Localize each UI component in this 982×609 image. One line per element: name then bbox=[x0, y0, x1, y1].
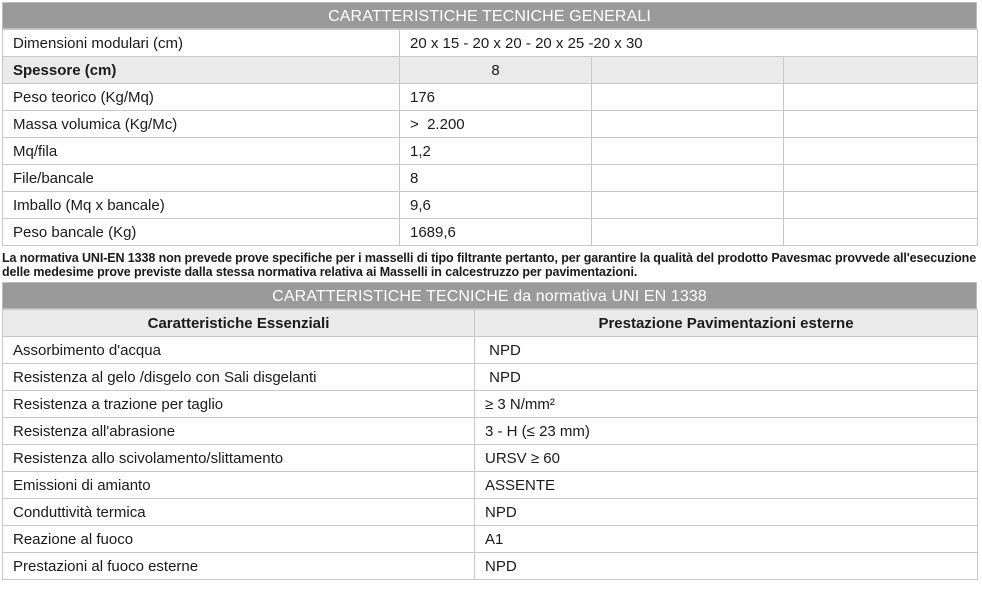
table-row bbox=[3, 445, 978, 472]
table-row bbox=[3, 219, 978, 246]
empty-cell bbox=[784, 219, 978, 246]
row-value: 20 x 15 - 20 x 20 - 20 x 25 -20 x 30 bbox=[400, 30, 978, 57]
table-row bbox=[3, 499, 978, 526]
empty-cell bbox=[592, 111, 784, 138]
row-label: Dimensioni modulari (cm) bbox=[3, 30, 400, 57]
row-value: URSV ≥ 60 bbox=[475, 445, 978, 472]
table-row bbox=[3, 192, 978, 219]
normative-section-title: CARATTERISTICHE TECNICHE da normativa UNI EN 1338 bbox=[2, 282, 977, 309]
row-label: Peso teorico (Kg/Mq) bbox=[3, 84, 400, 111]
row-label: Prestazioni al fuoco esterne bbox=[3, 553, 475, 580]
row-value: 1689,6 bbox=[400, 219, 592, 246]
empty-cell bbox=[592, 219, 784, 246]
row-label: Massa volumica (Kg/Mc) bbox=[3, 111, 400, 138]
row-label: Resistenza a trazione per taglio bbox=[3, 391, 475, 418]
table-header-row bbox=[3, 310, 978, 337]
normative-specs-table bbox=[2, 309, 978, 580]
empty-cell bbox=[592, 138, 784, 165]
row-value: 8 bbox=[400, 57, 592, 84]
row-value: NPD bbox=[475, 337, 978, 364]
empty-cell bbox=[784, 138, 978, 165]
uni-en-note: La normativa UNI-EN 1338 non prevede prove specifiche per i masselli di tipo filtrante pertanto, per garantire la qualità del prodotto Pavesmac provvede all'esecuzione delle medesime prove previste dalla stessa normativa relativa ai Masselli in calcestruzzo per pavimentazioni. bbox=[2, 251, 977, 279]
row-label: Peso bancale (Kg) bbox=[3, 219, 400, 246]
table-row bbox=[3, 418, 978, 445]
empty-cell bbox=[784, 84, 978, 111]
row-value: ASSENTE bbox=[475, 472, 978, 499]
table-row bbox=[3, 30, 978, 57]
table-row bbox=[3, 391, 978, 418]
row-label: Reazione al fuoco bbox=[3, 526, 475, 553]
table-row bbox=[3, 111, 978, 138]
row-value: 3 - H (≤ 23 mm) bbox=[475, 418, 978, 445]
table-row bbox=[3, 526, 978, 553]
row-value: 8 bbox=[400, 165, 592, 192]
table-row bbox=[3, 138, 978, 165]
general-section-title: CARATTERISTICHE TECNICHE GENERALI bbox=[2, 2, 977, 29]
general-specs-table bbox=[2, 29, 978, 246]
empty-cell bbox=[784, 165, 978, 192]
empty-cell bbox=[784, 111, 978, 138]
table-row bbox=[3, 472, 978, 499]
row-value: NPD bbox=[475, 364, 978, 391]
table-row bbox=[3, 553, 978, 580]
row-value: NPD bbox=[475, 499, 978, 526]
row-value: ≥ 3 N/mm² bbox=[475, 391, 978, 418]
column-header-right: Prestazione Pavimentazioni esterne bbox=[475, 310, 978, 337]
table-row bbox=[3, 84, 978, 111]
table-row bbox=[3, 337, 978, 364]
row-label: Imballo (Mq x bancale) bbox=[3, 192, 400, 219]
empty-cell bbox=[592, 165, 784, 192]
row-value: 9,6 bbox=[400, 192, 592, 219]
row-value: NPD bbox=[475, 553, 978, 580]
column-header-left: Caratteristiche Essenziali bbox=[3, 310, 475, 337]
empty-cell bbox=[784, 192, 978, 219]
row-value: A1 bbox=[475, 526, 978, 553]
empty-cell bbox=[784, 57, 978, 84]
row-label: Mq/fila bbox=[3, 138, 400, 165]
empty-cell bbox=[592, 57, 784, 84]
row-label: Resistenza all'abrasione bbox=[3, 418, 475, 445]
empty-cell bbox=[592, 84, 784, 111]
row-value: 1,2 bbox=[400, 138, 592, 165]
row-label: Spessore (cm) bbox=[3, 57, 400, 84]
row-label: File/bancale bbox=[3, 165, 400, 192]
row-value: 176 bbox=[400, 84, 592, 111]
row-label: Conduttività termica bbox=[3, 499, 475, 526]
row-value: > 2.200 bbox=[400, 111, 592, 138]
table-row bbox=[3, 57, 978, 84]
table-row bbox=[3, 165, 978, 192]
row-label: Resistenza al gelo /disgelo con Sali disgelanti bbox=[3, 364, 475, 391]
row-label: Emissioni di amianto bbox=[3, 472, 475, 499]
row-label: Assorbimento d'acqua bbox=[3, 337, 475, 364]
spec-sheet bbox=[2, 2, 977, 580]
table-row bbox=[3, 364, 978, 391]
row-label: Resistenza allo scivolamento/slittamento bbox=[3, 445, 475, 472]
empty-cell bbox=[592, 192, 784, 219]
